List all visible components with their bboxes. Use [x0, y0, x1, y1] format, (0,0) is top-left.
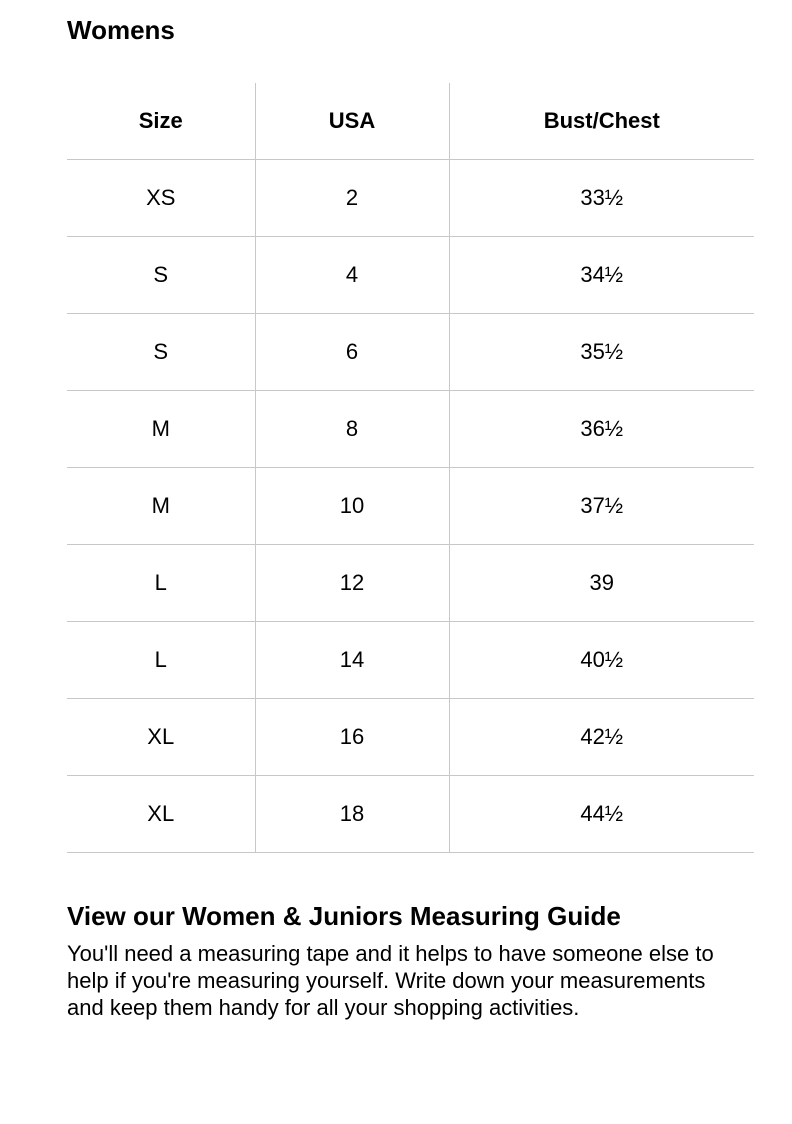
bust-chest-cell: 39 [449, 545, 754, 622]
column-header-size: Size [67, 83, 255, 160]
bust-chest-cell: 35½ [449, 314, 754, 391]
size-cell: XL [67, 699, 255, 776]
size-cell: L [67, 622, 255, 699]
size-chart-table [67, 83, 754, 853]
size-cell: S [67, 314, 255, 391]
size-cell: XS [67, 160, 255, 237]
bust-chest-cell: 40½ [449, 622, 754, 699]
bust-chest-cell: 44½ [449, 776, 754, 853]
table-row [67, 468, 754, 545]
bust-chest-cell: 42½ [449, 699, 754, 776]
bust-chest-cell: 37½ [449, 468, 754, 545]
size-cell: M [67, 391, 255, 468]
size-cell: S [67, 237, 255, 314]
usa-cell: 10 [255, 468, 449, 545]
usa-cell: 2 [255, 160, 449, 237]
table-row [67, 391, 754, 468]
table-row [67, 699, 754, 776]
table-row [67, 237, 754, 314]
usa-cell: 14 [255, 622, 449, 699]
table-row [67, 314, 754, 391]
usa-cell: 16 [255, 699, 449, 776]
usa-cell: 18 [255, 776, 449, 853]
usa-cell: 6 [255, 314, 449, 391]
table-row [67, 160, 754, 237]
column-header-usa: USA [255, 83, 449, 160]
measuring-guide-title: View our Women & Juniors Measuring Guide [67, 901, 621, 931]
size-cell: M [67, 468, 255, 545]
bust-chest-cell: 34½ [449, 237, 754, 314]
usa-cell: 4 [255, 237, 449, 314]
table-row [67, 622, 754, 699]
table-row [67, 545, 754, 622]
measuring-guide-text: You'll need a measuring tape and it helps to have someone else to help if you're measuring yourself. Write down your measurements and keep them handy for all your shopping activities. [67, 941, 714, 1020]
bust-chest-cell: 36½ [449, 391, 754, 468]
size-cell: L [67, 545, 255, 622]
section-title: Womens [67, 15, 175, 45]
usa-cell: 12 [255, 545, 449, 622]
table-header-row [67, 83, 754, 160]
size-cell: XL [67, 776, 255, 853]
table-row [67, 776, 754, 853]
column-header-bust-chest: Bust/Chest [449, 83, 754, 160]
bust-chest-cell: 33½ [449, 160, 754, 237]
usa-cell: 8 [255, 391, 449, 468]
